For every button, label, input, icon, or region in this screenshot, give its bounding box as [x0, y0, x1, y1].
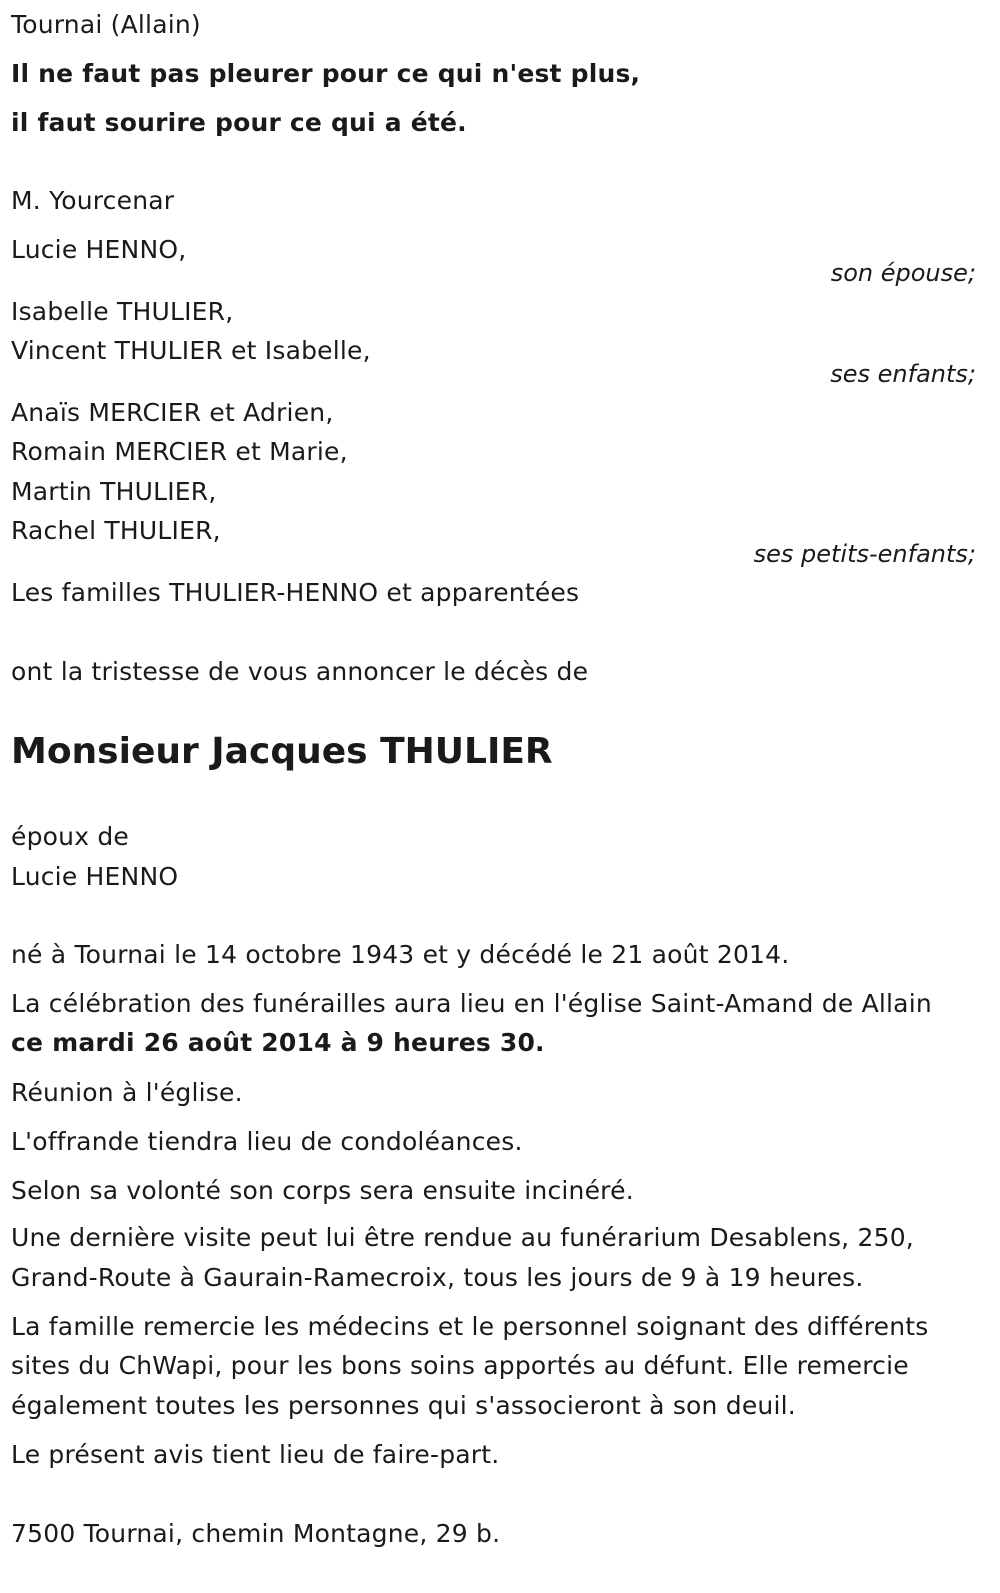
ceremony-line-2: ce mardi 26 août 2014 à 9 heures 30.: [11, 1028, 545, 1057]
thanks-line-2: sites du ChWapi, pour les bons soins apportés au défunt. Elle remercie: [11, 1351, 909, 1380]
grandchild-name: Rachel THULIER,: [11, 516, 221, 545]
thanks-line-3: également toutes les personnes qui s'associeront à son deuil.: [11, 1391, 796, 1420]
address-line: 7500 Tournai, chemin Montagne, 29 b.: [11, 1519, 501, 1548]
quote-author: M. Yourcenar: [11, 186, 175, 215]
birth-death-line: né à Tournai le 14 octobre 1943 et y décédé le 21 août 2014.: [11, 940, 790, 969]
spouse-of-label: époux de: [11, 822, 129, 851]
meeting-line: Réunion à l'église.: [11, 1078, 243, 1107]
grandchild-name: Anaïs MERCIER et Adrien,: [11, 398, 334, 427]
grandchild-name: Martin THULIER,: [11, 477, 217, 506]
offering-line: L'offrande tiendra lieu de condoléances.: [11, 1127, 523, 1156]
child-name: Vincent THULIER et Isabelle,: [11, 336, 371, 365]
spouse-of-name: Lucie HENNO: [11, 862, 179, 891]
quote-line-1: Il ne faut pas pleurer pour ce qui n'est plus,: [11, 59, 641, 88]
children-role: ses enfants;: [830, 360, 976, 388]
families-line: Les familles THULIER-HENNO et apparentées: [11, 578, 580, 607]
deceased-name: Monsieur Jacques THULIER: [11, 731, 553, 772]
thanks-line-1: La famille remercie les médecins et le personnel soignant des différents: [11, 1312, 929, 1341]
grandchild-name: Romain MERCIER et Marie,: [11, 437, 348, 466]
quote-line-2: il faut sourire pour ce qui a été.: [11, 108, 467, 137]
announcement-intro: ont la tristesse de vous annoncer le décès de: [11, 657, 589, 686]
ceremony-line-1: La célébration des funérailles aura lieu en l'église Saint-Amand de Allain: [11, 989, 932, 1018]
spouse-name: Lucie HENNO,: [11, 235, 187, 264]
grandchildren-role: ses petits-enfants;: [753, 540, 976, 568]
visit-line-2: Grand-Route à Gaurain-Ramecroix, tous les jours de 9 à 19 heures.: [11, 1263, 864, 1292]
place-heading: Tournai (Allain): [11, 10, 201, 39]
spouse-role: son épouse;: [830, 259, 976, 287]
child-name: Isabelle THULIER,: [11, 297, 234, 326]
notice-line: Le présent avis tient lieu de faire-part.: [11, 1440, 500, 1469]
visit-line-1: Une dernière visite peut lui être rendue au funérarium Desablens, 250,: [11, 1223, 914, 1252]
cremation-line: Selon sa volonté son corps sera ensuite incinéré.: [11, 1176, 634, 1205]
